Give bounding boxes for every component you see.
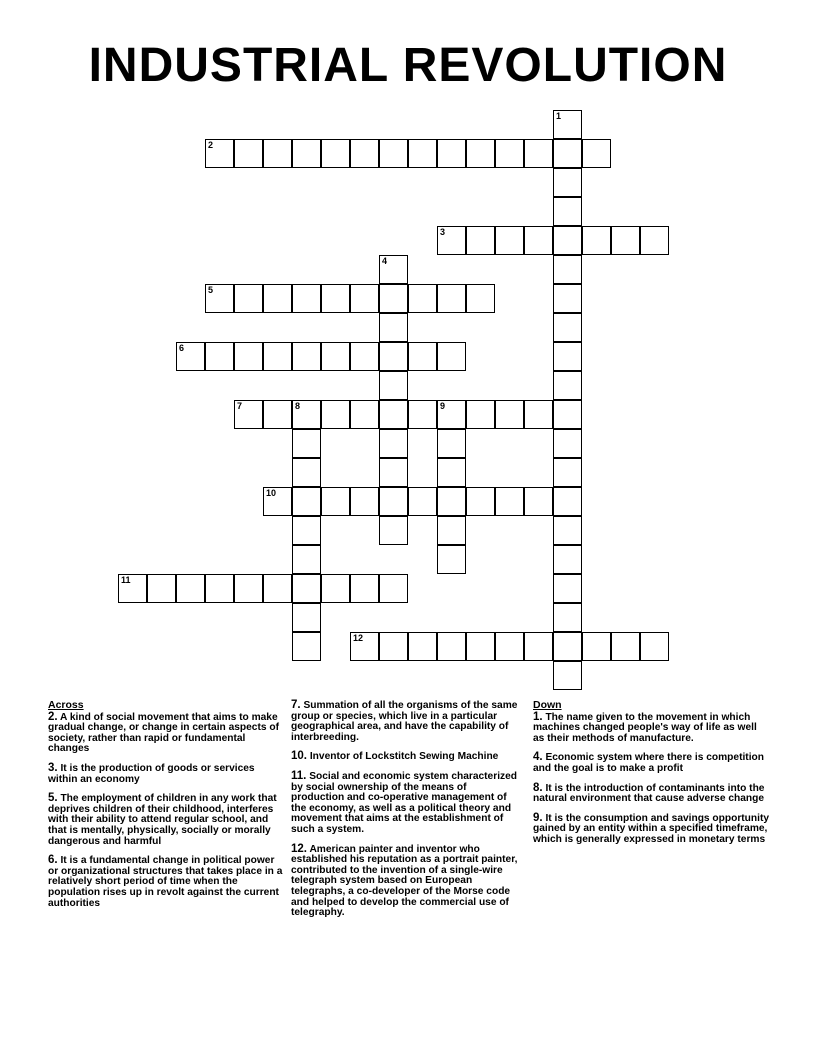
clues-column-2 bbox=[291, 700, 519, 927]
grid-cell[interactable] bbox=[263, 487, 292, 516]
grid-cell[interactable] bbox=[495, 487, 524, 516]
grid-cell[interactable] bbox=[553, 458, 582, 487]
clue-text: Inventor of Lockstitch Sewing Machine bbox=[309, 751, 499, 763]
grid-cell[interactable] bbox=[466, 226, 495, 255]
grid-cell[interactable] bbox=[234, 139, 263, 168]
grid-cell[interactable] bbox=[379, 139, 408, 168]
grid-cell[interactable] bbox=[553, 516, 582, 545]
page-title: INDUSTRIAL REVOLUTION bbox=[88, 39, 728, 92]
grid-cell[interactable] bbox=[437, 226, 466, 255]
grid-cell[interactable] bbox=[437, 400, 466, 429]
clue-number: 9. bbox=[533, 811, 543, 824]
grid-cell[interactable] bbox=[350, 487, 379, 516]
grid-cell[interactable] bbox=[553, 284, 582, 313]
grid-cell[interactable] bbox=[234, 342, 263, 371]
grid-cell[interactable] bbox=[495, 139, 524, 168]
clue-text: It is a fundamental change in political power or organizational structures that takes place in a relatively short period of time when the population rises up in revolt against the current authorities bbox=[48, 855, 283, 909]
grid-cell[interactable] bbox=[350, 342, 379, 371]
grid-cell[interactable] bbox=[379, 400, 408, 429]
grid-cell[interactable] bbox=[263, 400, 292, 429]
clue-number: 1. bbox=[533, 710, 543, 723]
grid-cell[interactable] bbox=[292, 487, 321, 516]
grid-cell[interactable] bbox=[466, 632, 495, 661]
grid-cell[interactable] bbox=[292, 603, 321, 632]
grid-cell[interactable] bbox=[292, 342, 321, 371]
grid-cell[interactable] bbox=[408, 632, 437, 661]
cell-number: 3 bbox=[440, 227, 446, 237]
grid-cell[interactable] bbox=[292, 284, 321, 313]
clue-across-2 bbox=[48, 712, 284, 755]
grid-cell[interactable] bbox=[437, 284, 466, 313]
grid-cell[interactable] bbox=[437, 429, 466, 458]
grid-cell[interactable] bbox=[524, 139, 553, 168]
clues-column-1 bbox=[48, 700, 284, 917]
clue-across-5 bbox=[48, 793, 284, 847]
grid-cell[interactable] bbox=[350, 139, 379, 168]
clue-text: Social and economic system characterized by social ownership of the means of production and co-operative management of the economy, as well as a political theory and movement that aims at the establishment of such a system. bbox=[291, 770, 518, 835]
cell-number: 6 bbox=[179, 343, 185, 353]
clue-number: 4. bbox=[533, 751, 543, 764]
clue-number: 8. bbox=[533, 781, 543, 794]
grid-cell[interactable] bbox=[205, 139, 234, 168]
grid-cell[interactable] bbox=[524, 487, 553, 516]
grid-cell[interactable] bbox=[437, 342, 466, 371]
grid-cell[interactable] bbox=[292, 139, 321, 168]
grid-cell[interactable] bbox=[553, 255, 582, 284]
clue-across-12 bbox=[291, 844, 519, 919]
grid-cell[interactable] bbox=[379, 458, 408, 487]
grid-cell[interactable] bbox=[582, 139, 611, 168]
grid-cell[interactable] bbox=[466, 139, 495, 168]
grid-cell[interactable] bbox=[553, 110, 582, 139]
clue-text: It is the consumption and savings opportunity gained by an entity within a specified timeframe, which is generally expressed in monetary terms bbox=[533, 812, 770, 845]
clue-text: It is the production of goods or services within an economy bbox=[48, 762, 255, 785]
cell-number: 2 bbox=[208, 140, 214, 150]
grid-cell[interactable] bbox=[553, 371, 582, 400]
grid-cell[interactable] bbox=[350, 574, 379, 603]
grid-cell[interactable] bbox=[553, 574, 582, 603]
clue-across-11 bbox=[291, 771, 519, 836]
cell-number: 5 bbox=[208, 285, 214, 295]
clue-across-7 bbox=[291, 700, 519, 743]
grid-cell[interactable] bbox=[466, 487, 495, 516]
grid-cell[interactable] bbox=[292, 574, 321, 603]
clue-number: 3. bbox=[48, 761, 58, 774]
grid-cell[interactable] bbox=[437, 516, 466, 545]
grid-cell[interactable] bbox=[321, 400, 350, 429]
grid-cell[interactable] bbox=[147, 574, 176, 603]
grid-cell[interactable] bbox=[553, 429, 582, 458]
grid-cell[interactable] bbox=[292, 545, 321, 574]
clue-text: The name given to the movement in which machines changed people's way of life as well as their methods of manufacture. bbox=[533, 711, 757, 744]
grid-cell[interactable] bbox=[611, 226, 640, 255]
grid-cell[interactable] bbox=[350, 632, 379, 661]
grid-cell[interactable] bbox=[495, 400, 524, 429]
cell-number: 4 bbox=[382, 256, 388, 266]
clue-number: 6. bbox=[48, 854, 58, 867]
grid-cell[interactable] bbox=[408, 284, 437, 313]
clue-number: 11. bbox=[291, 769, 307, 782]
clue-down-4 bbox=[533, 752, 769, 774]
grid-cell[interactable] bbox=[321, 487, 350, 516]
clue-number: 12. bbox=[291, 842, 307, 855]
grid-cell[interactable] bbox=[321, 139, 350, 168]
grid-cell[interactable] bbox=[582, 226, 611, 255]
clue-text: Summation of all the organisms of the same group or species, which live in a particular geographical area, and have the capability of interbreeding. bbox=[291, 700, 518, 743]
grid-cell[interactable] bbox=[263, 284, 292, 313]
grid-cell[interactable] bbox=[263, 139, 292, 168]
clue-across-3 bbox=[48, 763, 284, 785]
grid-cell[interactable] bbox=[408, 487, 437, 516]
across-heading: Across bbox=[48, 699, 84, 711]
clue-down-9 bbox=[533, 813, 769, 846]
clue-text: American painter and inventor who established his reputation as a portrait painter, contributed to the invention of a single-wire telegraph system based on European telegraphs, a co-developer of the Morse code and helped to develop the commercial use of telegraphy. bbox=[291, 843, 518, 919]
grid-cell[interactable] bbox=[611, 632, 640, 661]
grid-cell[interactable] bbox=[379, 371, 408, 400]
grid-cell[interactable] bbox=[292, 632, 321, 661]
grid-cell[interactable] bbox=[553, 632, 582, 661]
clue-number: 7. bbox=[291, 699, 301, 711]
grid-cell[interactable] bbox=[205, 574, 234, 603]
clue-down-1 bbox=[533, 712, 769, 745]
grid-cell[interactable] bbox=[437, 487, 466, 516]
grid-cell[interactable] bbox=[553, 139, 582, 168]
cell-number: 1 bbox=[556, 111, 562, 121]
grid-cell[interactable] bbox=[118, 574, 147, 603]
grid-cell[interactable] bbox=[582, 632, 611, 661]
grid-cell[interactable] bbox=[553, 487, 582, 516]
grid-cell[interactable] bbox=[437, 632, 466, 661]
grid-cell[interactable] bbox=[640, 632, 669, 661]
grid-cell[interactable] bbox=[379, 632, 408, 661]
grid-cell[interactable] bbox=[379, 429, 408, 458]
grid-cell[interactable] bbox=[234, 574, 263, 603]
grid-cell[interactable] bbox=[379, 313, 408, 342]
grid-cell[interactable] bbox=[321, 284, 350, 313]
cell-number: 11 bbox=[121, 575, 131, 585]
grid-cell[interactable] bbox=[350, 284, 379, 313]
grid-cell[interactable] bbox=[553, 661, 582, 690]
clue-number: 5. bbox=[48, 792, 58, 805]
grid-cell[interactable] bbox=[379, 342, 408, 371]
cell-number: 9 bbox=[440, 401, 446, 411]
clue-text: Economic system where there is competition and the goal is to make a profit bbox=[533, 752, 764, 774]
grid-cell[interactable] bbox=[524, 632, 553, 661]
grid-cell[interactable] bbox=[205, 284, 234, 313]
cell-number: 8 bbox=[295, 401, 301, 411]
grid-cell[interactable] bbox=[234, 284, 263, 313]
down-heading: Down bbox=[533, 699, 562, 711]
grid-cell[interactable] bbox=[321, 342, 350, 371]
clue-across-10 bbox=[291, 751, 519, 763]
grid-cell[interactable] bbox=[495, 632, 524, 661]
clue-text: A kind of social movement that aims to make gradual change, or change in certain aspects of society, rather than rapid or fundamental changes bbox=[48, 711, 279, 755]
grid-cell[interactable] bbox=[524, 400, 553, 429]
grid-cell[interactable] bbox=[379, 574, 408, 603]
clue-number: 2. bbox=[48, 710, 58, 723]
clue-text: It is the introduction of contaminants into the natural environment that cause adverse change bbox=[533, 782, 765, 805]
grid-cell[interactable] bbox=[553, 226, 582, 255]
grid-cell[interactable] bbox=[408, 342, 437, 371]
grid-cell[interactable] bbox=[379, 516, 408, 545]
clue-across-6 bbox=[48, 855, 284, 909]
clue-down-8 bbox=[533, 783, 769, 805]
grid-cell[interactable] bbox=[553, 168, 582, 197]
grid-cell[interactable] bbox=[292, 516, 321, 545]
cell-number: 10 bbox=[266, 488, 277, 498]
grid-cell[interactable] bbox=[437, 545, 466, 574]
grid-cell[interactable] bbox=[408, 400, 437, 429]
grid-cell[interactable] bbox=[205, 342, 234, 371]
grid-cell[interactable] bbox=[553, 400, 582, 429]
grid-cell[interactable] bbox=[408, 139, 437, 168]
grid-cell[interactable] bbox=[379, 284, 408, 313]
grid-cell[interactable] bbox=[524, 226, 553, 255]
grid-cell[interactable] bbox=[234, 400, 263, 429]
grid-cell[interactable] bbox=[176, 574, 205, 603]
grid-cell[interactable] bbox=[553, 545, 582, 574]
grid-cell[interactable] bbox=[321, 574, 350, 603]
grid-cell[interactable] bbox=[379, 487, 408, 516]
grid-cell[interactable] bbox=[437, 458, 466, 487]
grid-cell[interactable] bbox=[553, 603, 582, 632]
grid-cell[interactable] bbox=[553, 313, 582, 342]
clues-column-3 bbox=[533, 700, 769, 854]
clue-text: The employment of children in any work that deprives children of their childhood, interferes with their ability to attend regular school, and that is mentally, physically, socially or morally dangerous and harmful bbox=[48, 793, 277, 847]
grid-cell[interactable] bbox=[292, 429, 321, 458]
grid-cell[interactable] bbox=[466, 400, 495, 429]
grid-cell[interactable] bbox=[495, 226, 524, 255]
cell-number: 7 bbox=[237, 401, 243, 411]
cell-number: 12 bbox=[353, 633, 364, 643]
grid-cell[interactable] bbox=[553, 342, 582, 371]
grid-cell[interactable] bbox=[640, 226, 669, 255]
clue-number: 10. bbox=[291, 750, 307, 763]
grid-cell[interactable] bbox=[437, 139, 466, 168]
grid-cell[interactable] bbox=[263, 342, 292, 371]
grid-cell[interactable] bbox=[292, 458, 321, 487]
grid-cell[interactable] bbox=[176, 342, 205, 371]
grid-cell[interactable] bbox=[292, 400, 321, 429]
grid-cell[interactable] bbox=[553, 197, 582, 226]
grid-cell[interactable] bbox=[466, 284, 495, 313]
grid-cell[interactable] bbox=[263, 574, 292, 603]
grid-cell[interactable] bbox=[350, 400, 379, 429]
grid-cell[interactable] bbox=[379, 255, 408, 284]
